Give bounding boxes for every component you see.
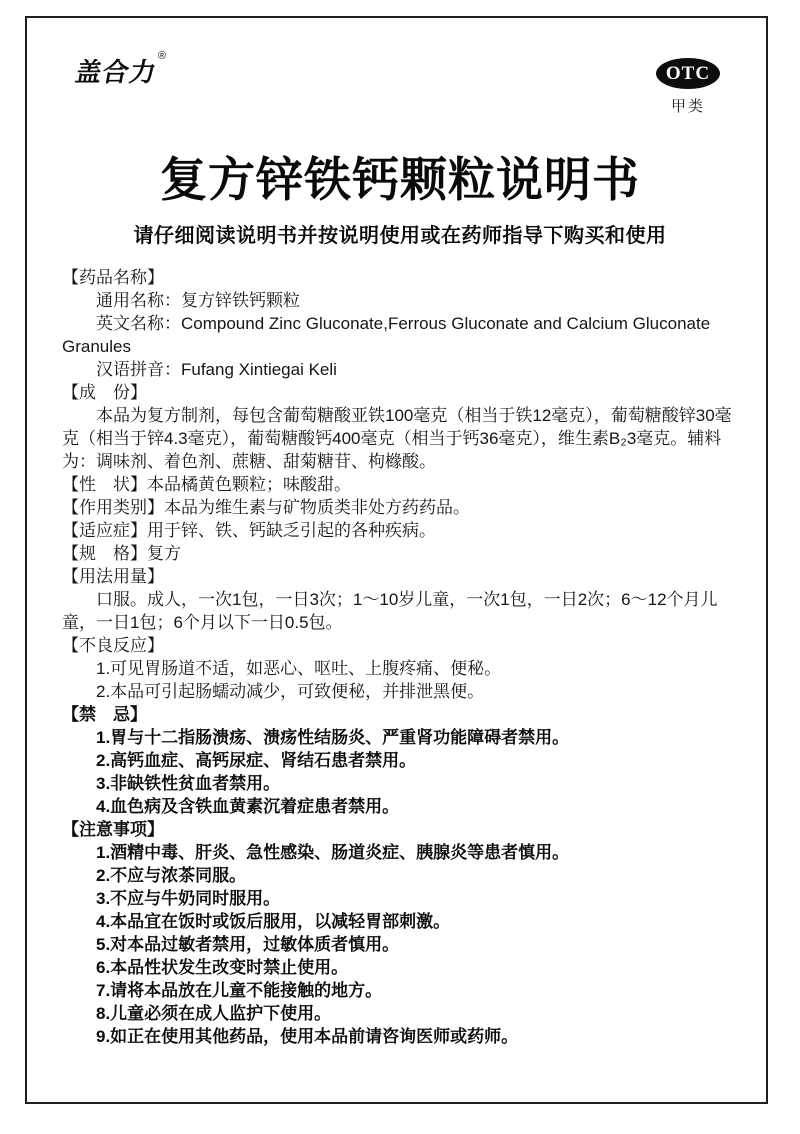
section-item: 9.如正在使用其他药品，使用本品前请咨询医师或药师。 [96,1027,519,1046]
section [62,565,744,634]
otc-badge-label: OTC [665,63,711,84]
section-heading: 【性 状】本品橘黄色颗粒；味酸甜。 [62,475,351,494]
section-heading: 【禁 忌】 [62,705,147,724]
section-heading: 【用法用量】 [62,567,164,586]
section-item: 1.胃与十二指肠溃疡、溃疡性结肠炎、严重肾功能障碍者禁用。 [96,728,570,747]
leaflet-sections [62,266,744,1048]
section-item: 3.非缺铁性贫血者禁用。 [96,774,281,793]
section-item: 2.高钙血症、高钙尿症、肾结石患者禁用。 [96,751,417,770]
section [62,519,744,542]
section-item: 口服。成人，一次1包，一日3次；1～10岁儿童，一次1包，一日2次；6～12个月儿童，一日1包；6个月以下一日0.5包。 [62,590,718,632]
section-item: 6.本品性状发生改变时禁止使用。 [96,958,349,977]
section-item: 1.酒精中毒、肝炎、急性感染、肠道炎症、胰腺炎等患者慎用。 [96,843,570,862]
section [62,266,744,381]
otc-category-label: 甲类 [670,98,705,115]
section-heading: 【适应症】用于锌、铁、钙缺乏引起的各种疾病。 [62,521,436,540]
section-heading: 【注意事项】 [62,820,164,839]
section-item: 英文名称：Compound Zinc Gluconate,Ferrous Gluconate and Calcium Gluconate Granules [62,314,711,356]
section-item: 1.可见胃肠道不适，如恶心、呕吐、上腹疼痛、便秘。 [96,659,502,678]
section-item: 2.不应与浓茶同服。 [96,866,247,885]
section [62,381,744,473]
section-item: 7.请将本品放在儿童不能接触的地方。 [96,981,383,1000]
section-item: 5.对本品过敏者禁用，过敏体质者慎用。 [96,935,400,954]
otc-mark [648,58,728,116]
section [62,818,744,1048]
section-item: 3.不应与牛奶同时服用。 [96,889,281,908]
section [62,496,744,519]
page-subtitle: 请仔细阅读说明书并按说明使用或在药师指导下购买和使用 [133,225,667,247]
section-heading: 【药品名称】 [62,268,164,287]
page-title: 复方锌铁钙颗粒说明书 [160,153,640,206]
brand-logo-text: 盖合力 [73,57,160,87]
section-heading: 【规 格】复方 [62,544,181,563]
section [62,703,744,818]
otc-badge-icon [656,58,720,89]
section-item: 2.本品可引起肠蠕动减少，可致便秘，并排泄黑便。 [96,682,485,701]
section-item: 8.儿童必须在成人监护下使用。 [96,1004,332,1023]
section-heading: 【不良反应】 [62,636,164,655]
brand-logo [73,50,167,89]
section-heading: 【作用类别】本品为维生素与矿物质类非处方药药品。 [62,498,470,517]
section-item: 汉语拼音：Fufang Xintiegai Keli [96,360,337,379]
registered-trademark-icon: ® [158,50,167,62]
section-item: 本品为复方制剂，每包含葡萄糖酸亚铁100毫克（相当于铁12毫克），葡萄糖酸锌30毫克（相当于锌4.3毫克），葡萄糖酸钙400毫克（相当于钙36毫克），维生素B₂3毫克。辅料为：调味剂、着色剂、蔗糖、甜菊糖苷、枸橼酸。 [62,406,732,471]
section-item: 4.血色病及含铁血黄素沉着症患者禁用。 [96,797,400,816]
section [62,473,744,496]
section-heading: 【成 份】 [62,383,147,402]
section-item: 通用名称：复方锌铁钙颗粒 [96,291,300,310]
section-item: 4.本品宜在饭时或饭后服用，以减轻胃部刺激。 [96,912,451,931]
section [62,634,744,703]
section [62,542,744,565]
